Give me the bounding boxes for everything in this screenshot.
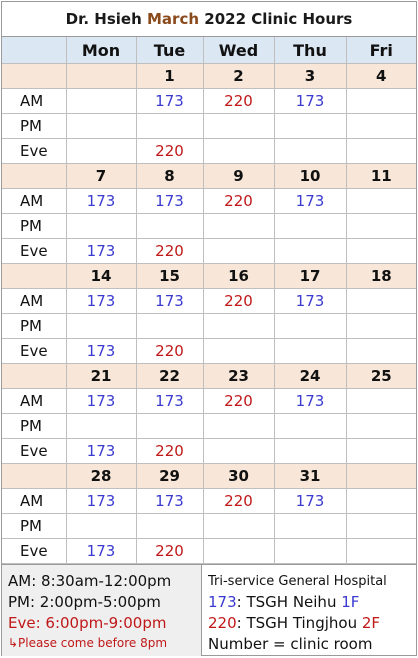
title-suffix: 2022 Clinic Hours xyxy=(204,10,353,28)
clinic-room-cell: 173 xyxy=(66,389,136,414)
clinic-room-cell xyxy=(136,514,203,539)
clinic-room-cell xyxy=(346,89,416,114)
date-cell: 15 xyxy=(136,264,203,289)
clinic-schedule xyxy=(1,1,417,656)
date-cell: 7 xyxy=(66,164,136,189)
clinic-room-cell xyxy=(203,139,274,164)
clinic-room-cell: 173 xyxy=(274,189,346,214)
date-row xyxy=(2,464,416,489)
clinic-room-cell: 173 xyxy=(274,389,346,414)
slot-label: Eve xyxy=(2,339,66,364)
slot-row xyxy=(2,189,416,214)
slot-label: PM xyxy=(2,414,66,439)
date-row xyxy=(2,364,416,389)
slot-row xyxy=(2,214,416,239)
clinic-room-cell: 173 xyxy=(66,239,136,264)
schedule-table xyxy=(2,37,416,564)
date-row xyxy=(2,164,416,189)
date-cell: 18 xyxy=(346,264,416,289)
weekday-header: Tue xyxy=(136,37,203,64)
clinic-room-cell xyxy=(136,214,203,239)
clinic-room-cell xyxy=(66,514,136,539)
slot-row xyxy=(2,314,416,339)
date-cell: 22 xyxy=(136,364,203,389)
title-month: March xyxy=(147,10,200,28)
clinic-room-cell xyxy=(346,314,416,339)
clinic-room-cell xyxy=(203,239,274,264)
clinic-room-cell: 173 xyxy=(66,489,136,514)
clinic-room-cell xyxy=(203,414,274,439)
clinic-room-cell: 220 xyxy=(136,139,203,164)
corner-cell xyxy=(2,37,66,64)
site-1-code: 173 xyxy=(208,593,237,611)
clinic-room-cell xyxy=(274,239,346,264)
site-2-floor: 2F xyxy=(361,614,381,632)
clinic-room-cell xyxy=(346,139,416,164)
hours-eve: Eve: 6:00pm-9:00pm xyxy=(8,614,167,632)
date-cell: 1 xyxy=(136,64,203,89)
clinic-room-cell xyxy=(346,239,416,264)
clinic-room-cell xyxy=(274,339,346,364)
slot-label: AM xyxy=(2,389,66,414)
date-row-label xyxy=(2,64,66,89)
clinic-room-cell xyxy=(66,114,136,139)
legend xyxy=(2,564,416,656)
slot-label: Eve xyxy=(2,539,66,564)
clinic-room-cell xyxy=(346,339,416,364)
room-note: Number = clinic room xyxy=(208,635,373,653)
site-2 xyxy=(208,613,416,634)
clinic-room-cell: 173 xyxy=(66,439,136,464)
slot-row xyxy=(2,239,416,264)
site-1-name: : TSGH Neihu xyxy=(236,593,342,611)
clinic-room-cell: 173 xyxy=(274,289,346,314)
hospital-name: Tri-service General Hospital xyxy=(208,574,387,589)
clinic-room-cell: 220 xyxy=(203,489,274,514)
evening-note: ↳Please come before 8pm xyxy=(8,636,168,650)
clinic-room-cell: 220 xyxy=(203,389,274,414)
clinic-room-cell: 173 xyxy=(136,189,203,214)
clinic-room-cell xyxy=(274,114,346,139)
hours-pm: PM: 2:00pm-5:00pm xyxy=(8,593,161,611)
slot-row xyxy=(2,89,416,114)
clinic-room-cell xyxy=(203,539,274,564)
clinic-room-cell: 173 xyxy=(136,389,203,414)
date-cell: 28 xyxy=(66,464,136,489)
slot-label: Eve xyxy=(2,139,66,164)
sites-legend xyxy=(202,565,416,656)
clinic-room-cell xyxy=(136,414,203,439)
site-1 xyxy=(208,592,416,613)
date-cell: 16 xyxy=(203,264,274,289)
slot-row xyxy=(2,339,416,364)
clinic-room-cell xyxy=(66,214,136,239)
date-cell: 14 xyxy=(66,264,136,289)
clinic-room-cell xyxy=(274,139,346,164)
date-cell: 3 xyxy=(274,64,346,89)
date-cell: 9 xyxy=(203,164,274,189)
date-row-label xyxy=(2,164,66,189)
slot-row xyxy=(2,439,416,464)
clinic-room-cell xyxy=(203,439,274,464)
clinic-room-cell xyxy=(274,514,346,539)
clinic-room-cell xyxy=(66,139,136,164)
slot-label: PM xyxy=(2,314,66,339)
date-cell: 24 xyxy=(274,364,346,389)
page-title xyxy=(2,2,416,37)
hours-am: AM: 8:30am-12:00pm xyxy=(8,572,172,590)
clinic-room-cell: 173 xyxy=(274,489,346,514)
clinic-room-cell xyxy=(346,489,416,514)
slot-row xyxy=(2,489,416,514)
site-1-floor: 1F xyxy=(341,593,360,611)
date-cell: 11 xyxy=(346,164,416,189)
weekday-header: Thu xyxy=(274,37,346,64)
clinic-room-cell: 220 xyxy=(203,289,274,314)
date-row-label xyxy=(2,464,66,489)
slot-label: Eve xyxy=(2,439,66,464)
clinic-room-cell: 173 xyxy=(274,89,346,114)
slot-row xyxy=(2,289,416,314)
date-cell: 23 xyxy=(203,364,274,389)
slot-row xyxy=(2,114,416,139)
slot-label: AM xyxy=(2,189,66,214)
clinic-room-cell xyxy=(346,539,416,564)
clinic-room-cell xyxy=(346,214,416,239)
clinic-room-cell xyxy=(346,439,416,464)
date-cell: 4 xyxy=(346,64,416,89)
clinic-room-cell xyxy=(203,339,274,364)
clinic-room-cell: 173 xyxy=(136,289,203,314)
clinic-room-cell xyxy=(274,214,346,239)
slot-row xyxy=(2,514,416,539)
clinic-room-cell xyxy=(203,514,274,539)
clinic-room-cell xyxy=(203,314,274,339)
date-row-label xyxy=(2,364,66,389)
weekday-header: Fri xyxy=(346,37,416,64)
date-cell: 17 xyxy=(274,264,346,289)
clinic-room-cell: 173 xyxy=(66,339,136,364)
clinic-room-cell: 173 xyxy=(136,489,203,514)
clinic-room-cell xyxy=(66,414,136,439)
slot-label: AM xyxy=(2,289,66,314)
slot-label: AM xyxy=(2,489,66,514)
clinic-room-cell xyxy=(136,114,203,139)
clinic-room-cell xyxy=(346,514,416,539)
slot-row xyxy=(2,414,416,439)
clinic-room-cell xyxy=(346,114,416,139)
clinic-room-cell: 173 xyxy=(66,539,136,564)
date-cell: 29 xyxy=(136,464,203,489)
slot-label: PM xyxy=(2,514,66,539)
title-prefix: Dr. Hsieh xyxy=(65,10,142,28)
slot-label: PM xyxy=(2,214,66,239)
weekday-header-row xyxy=(2,37,416,64)
site-2-code: 220 xyxy=(208,614,237,632)
clinic-room-cell: 220 xyxy=(136,339,203,364)
slot-label: AM xyxy=(2,89,66,114)
clinic-room-cell xyxy=(136,314,203,339)
date-cell: 10 xyxy=(274,164,346,189)
date-row xyxy=(2,264,416,289)
clinic-room-cell xyxy=(66,314,136,339)
slot-label: PM xyxy=(2,114,66,139)
slot-row xyxy=(2,539,416,564)
slot-label: Eve xyxy=(2,239,66,264)
date-cell: 25 xyxy=(346,364,416,389)
date-cell: 30 xyxy=(203,464,274,489)
clinic-room-cell xyxy=(203,214,274,239)
clinic-room-cell xyxy=(346,189,416,214)
clinic-room-cell: 220 xyxy=(203,89,274,114)
slot-row xyxy=(2,389,416,414)
clinic-room-cell: 173 xyxy=(136,89,203,114)
hours-legend xyxy=(2,565,202,656)
clinic-room-cell: 173 xyxy=(66,189,136,214)
clinic-room-cell: 220 xyxy=(136,439,203,464)
clinic-room-cell: 220 xyxy=(136,239,203,264)
date-cell xyxy=(66,64,136,89)
clinic-room-cell xyxy=(66,89,136,114)
clinic-room-cell: 220 xyxy=(203,189,274,214)
weekday-header: Wed xyxy=(203,37,274,64)
clinic-room-cell xyxy=(346,389,416,414)
slot-row xyxy=(2,139,416,164)
weekday-header: Mon xyxy=(66,37,136,64)
site-2-name: : TSGH Tingjhou xyxy=(236,614,362,632)
clinic-room-cell xyxy=(346,414,416,439)
clinic-room-cell: 173 xyxy=(66,289,136,314)
clinic-room-cell xyxy=(346,289,416,314)
clinic-room-cell xyxy=(274,539,346,564)
date-cell: 21 xyxy=(66,364,136,389)
clinic-room-cell: 220 xyxy=(136,539,203,564)
date-cell: 8 xyxy=(136,164,203,189)
clinic-room-cell xyxy=(274,439,346,464)
clinic-room-cell xyxy=(274,414,346,439)
date-cell: 31 xyxy=(274,464,346,489)
date-cell: 2 xyxy=(203,64,274,89)
date-row-label xyxy=(2,264,66,289)
date-row xyxy=(2,64,416,89)
clinic-room-cell xyxy=(203,114,274,139)
clinic-room-cell xyxy=(274,314,346,339)
date-cell xyxy=(346,464,416,489)
